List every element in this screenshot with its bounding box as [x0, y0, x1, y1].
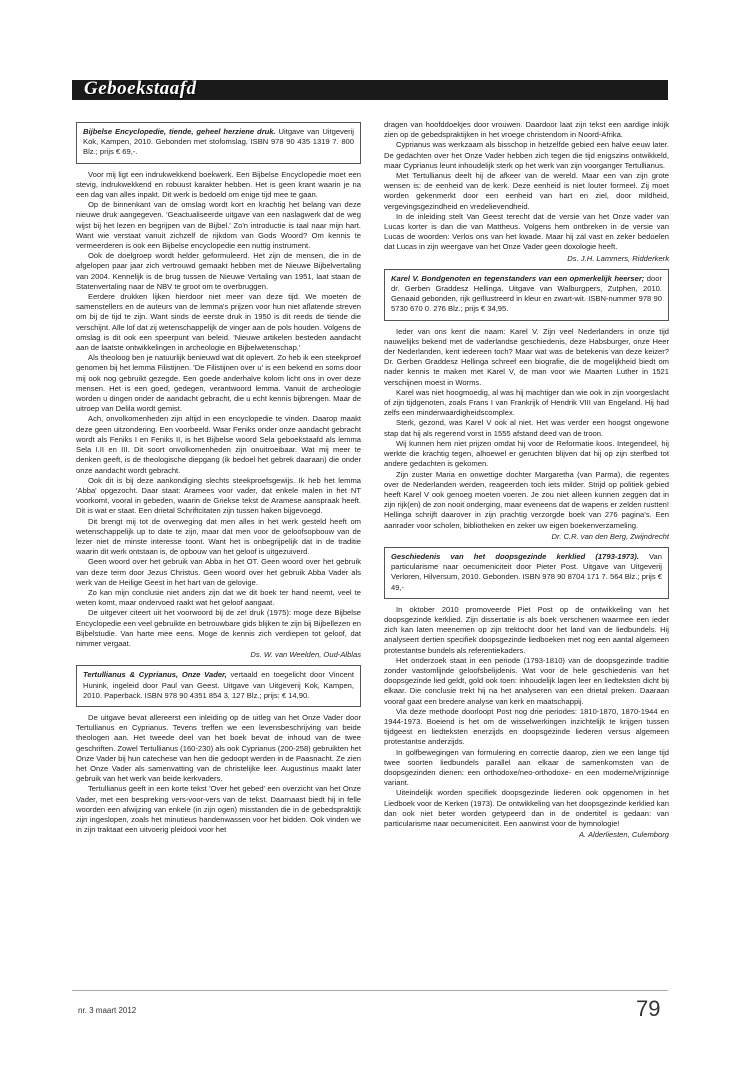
paragraph: Het onderzoek staat in een periode (1793-1810) van de doopsgezinde traditie zonder vastomlijnde geloofsbelijdenis. Wat voor de hele geschiedenis van het doopsgezinde lied geldt, gold ook toen: inhoudelijk lagen leer en liedteksten dicht bij elkaar. Die conclusie trekt hij na het analyseren van een drietal preken. Daaraan vooraf gaat een bredere analyse van kerk en maatschappij.	[384, 655, 669, 706]
book-title: Bijbelse Encyclopedie, tiende, geheel herziene druk.	[83, 127, 276, 136]
paragraph: In oktober 2010 promoveerde Piet Post op de ontwikkeling van het doopsgezinde kerklied. Zijn dissertatie is als boek verschenen waarmee een ieder zich kan laten meenemen op zijn trektocht door het land van de liedbundels. Hij analyseert dertien specifiek doopsgezinde liedboeken met nog een aantal algemeen protestantse bundels als referentiekaders.	[384, 604, 669, 655]
reviewer-signature: Dr. C.R. van den Berg, Zwijndrecht	[551, 531, 669, 541]
book-title: Tertullianus & Cyprianus, Onze Vader,	[83, 670, 227, 680]
review-header-box	[76, 665, 361, 707]
paragraph: In golfbewegingen van formulering en correctie daarop, zien we een lange tijd twee soorten liedbundels parallel aan elkaar de samenkomsten van de doopsgezinden dienen: een orthodoxe/neo-orthodoxe- en een moderne/vrijzinnige variant.	[384, 747, 669, 788]
paragraph: dragen van hoofddoekjes door vrouwen. Daardoor laat zijn tekst een aardige inkijk zien op de gebedspraktijken in het vroege christendom in Noord-Afrika.	[384, 120, 669, 140]
paragraph: Cyprianus was werkzaam als bisschop in hetzelfde gebied een halve eeuw later. De gedachten over het Onze Vader hebben zich tegen die tijd enigszins ontwikkeld, maar Cyprianus leunt inhoudelijk sterk op het werk van zijn voorganger Tertullianus.	[384, 140, 669, 170]
paragraph: Ieder van ons kent die naam: Karel V. Zijn veel Nederlanders in onze tijd nauwelijks bekend met de vaderlandse geschiedenis, deze Habsburger, onze Heer der Nederlanden, kent iedereen toch? Maar wat was de betekenis van deze keizer? Dr. Gerben Graddesz Hellinga schreef een biografie, die de mogelijkheid biedt om nader kennis te maken met Karel V, de man voor wie Maarten Luther in 1521 verschijnen moest in Worms.	[384, 326, 669, 387]
book-title: Geschiedenis van het doopsgezinde kerklied (1793-1973).	[391, 551, 639, 561]
paragraph: De uitgever citeert uit het voorwoord bij de ze! druk (1975): moge deze Bijbelse Encyclopedie een veel gebruikte en betrouwbare gids blijken te zijn bij Bijbellezen en Bijbelstudie. Van harte mee eens. Moge de kennis zich verdiepen tot geloof, dat nimmer vergaat.	[76, 608, 361, 648]
paragraph: Wij kunnen hem niet prijzen omdat hij voor de Reformatie koos. Integendeel, hij werkte die krachtig tegen, alhoewel er geruchten blijven dat hij op zijn sterfbed tot andere gedachten is gekomen.	[384, 438, 669, 469]
paragraph: Als theoloog ben je natuurlijk benieuwd wat dit oplevert. Zo heb ik een steekproef genomen bij het lemma Filistijnen. 'De Filistijnen over u' is een bekend en soms door mij ook nog gebruikt gezegde. Een goede anderhalve kolom licht ons in over deze mensen. Het is een goed, gedegen, verantwoord lemma. Vanuit de archeologie worden u dingen onder de aandacht gebracht, die u echt kennis bijbrengen. Maar de uitroep van Delila wordt gemist.	[76, 353, 361, 414]
paragraph: Met Tertullianus deelt hij de afkeer van de wereld. Maar een van zijn grote wensen is: de eenheid van de kerk. Deze eenheid is niet louter formeel. Zij moet worden gekenmerkt door een eenheid van hart en ziel, door mildheid, vergevingsgezindheid en vredelievendheid.	[384, 171, 669, 211]
paragraph: Ach, onvolkomenheden zijn altijd in een encyclopedie te vinden. Daarop maakt deze geen uitzondering. Een voorbeeld. Waar Feniks onder onze aandacht gebracht wordt als Feniks I en Feniks II, is het Bijbelse woord Sela geboekstaafd als lemma Sela I.II en III. Dit soort onvolkomenheden zijn onuitroeibaar. Wat mij meer te denken geeft, is de theologische diepgang (ik bedoel het gebrek daaraan) die onder onze aandacht wordt gebracht.	[76, 414, 361, 475]
paragraph: In de inleiding stelt Van Geest terecht dat de versie van het Onze vader van Lucas korter is dan die van Mattheus. Volgens hem ontbreken in de versie van Lucas de woorden: Verlos ons van het kwade. Maar hij zal vast en zeker bedoelen dat Lucas in zijn weergave van het Onze Vader geen doxologie heeft.	[384, 211, 669, 252]
book-details: Van particularisme naar oecumeniciteit door Pieter Post. Uitgave van Uitgeverij Verloren, Hilversum, 2010. Gebonden. ISBN 978 90 8704 171 7. 564 Blz.; prijs € 49,-	[391, 551, 662, 592]
paragraph: Zo kan mijn conclusie niet anders zijn dat we dit boek ter hand neemt, veel te weten komt, maar ondervoed raakt wat het geloof aangaat.	[76, 587, 361, 608]
page-number: 79	[636, 996, 661, 1021]
section-title: Geboekstaafd	[84, 78, 197, 99]
paragraph: Eerdere drukken lijken hierdoor niet meer van deze tijd. We moeten de samenstellers en de auteurs van de lemma's prijzen voor hun niet aflatende streven om bij de tijd te zijn. Want sinds de eerste druk in 1950 is dit reeds de tiende die verschijnt. Alle lof dat zij wetenschappelijk de vinger aan de pols houden. Volgens de omslag is dit ook een speerpunt van beleid. 'Nieuwe artikelen besteden aandacht aan de laatste ontwikkelingen in archeologie en Bijbelwetenschap.'	[76, 292, 361, 353]
paragraph: Voor mij ligt een indrukwekkend boekwerk. Een Bijbelse Encyclopedie moet een stevig, indrukwekkend en robuust karakter hebben. Het is geen krant waarin je na een dag van alles inpakt. Dit werk is bedoeld om enige tijd mee te gaan.	[76, 169, 361, 200]
paragraph: Op de binnenkant van de omslag wordt kort en krachtig het belang van deze nieuwe druk aangegeven. 'Geactualiseerde uitgave van een naslagwerk dat de weg wijst bij het lezen en begrijpen van de Bijbel.' Zo'n introductie is taal naar mijn hart. Want wie verstaat vanuit zichzelf de rijkdom van Gods Woord? Om kennis te vermeerderen is ook een Bijbelse encyclopedie een nuttig instrument.	[76, 200, 361, 251]
paragraph: De uitgave bevat allereerst een inleiding op de uitleg van het Onze Vader door Tertullianus en Cyprianus. Tevens treffen we een levensbeschrijving van beide theologen aan. Het tweede deel van het boek bevat de inhoud van de twee geschriften. Zowel Tertullianus (160-230) als ook Cyprianus (200-258) gebruikten het Onze Vader bij hun catechese van hen die gedoopt werden in de Paasnacht. Ze zien het Onze Vader als samenvatting van de christelijke leer. Augustinus maakt later gebruik van het werk van beide kerkvaders.	[76, 712, 361, 784]
paragraph: Ook de doelgroep wordt helder geformuleerd. Het zijn de mensen, die in de afgelopen paar jaar zich vertrouwd gemaakt hebben met de Nieuwe Bijbelvertaling van 2004. Kennelijk is de brug tussen de Nieuwe Vertaling van 1951, laat staan de Statenvertaling naar de NBV te groot om te overbruggen.	[76, 251, 361, 291]
issue-label: nr. 3 maart 2012	[78, 1006, 137, 1015]
paragraph: Tertullianus geeft in een korte tekst 'Over het gebed' een overzicht van het Onze Vader, met een bespreking vers-voor-vers van de tekst. Daarnaast biedt hij in felle woorden een afwijzing van enkele (in zijn ogen) misstanden die in de gebedspraktijk zijn ingeslopen, zoals het minutieus handenwassen voor het bidden. Ook vinden we in zijn traktaat een uitvoerig pleidooi voor het	[76, 784, 361, 835]
reviewer-signature: Ds. W. van Weelden, Oud-Alblas	[250, 650, 361, 660]
book-details: Uitgave van Uitgeverij Kok, Kampen, 2010. Gebonden met stofomslag. ISBN 978 90 435 1319 7. 800 Blz.; prijs € 69,-.	[83, 127, 354, 157]
paragraph: Sterk, gezond, was Karel V ook al niet. Het was verder een hoogst ongewone stap dat hij als regerend vorst in 1555 afstand deed van de troon.	[384, 418, 669, 438]
paragraph: Dit brengt mij tot de overweging dat men alles in het werk gesteld heeft om wetenschappelijk up to date te zijn, maar dat men voor de geloofsopbouw van de lezer niet de minste interesse toont. Want het is onbegrijpelijk dat in de traditie waarin dit werk ontstaan is, de opbouw van het geloof is uitgezuiverd.	[76, 516, 361, 557]
book-details: door dr. Gerben Graddesz Hellinga. Uitgave van Walburgpers, Zutphen, 2010. Genaaid gebonden, rijk geïllustreerd in kleur en zwart-wit. ISBN-nummer 978 90 5730 670 0. 276 Blz.; prijs € 34,95.	[391, 273, 663, 314]
book-title: Karel V. Bondgenoten en tegenstanders van een opmerkelijk heerser;	[391, 273, 645, 283]
book-details: vertaald en toegelicht door Vincent Hunink, ingeleid door Paul van Geest. Uitgave van Uitgeverij Kok, Kampen, 2010. Paperback. ISBN 978 90 4351 854 3. 127 Blz.; prijs: € 14,90.	[83, 670, 354, 700]
reviewer-signature: Ds. J.H. Lammers, Ridderkerk	[567, 253, 669, 263]
review-header-box	[384, 547, 669, 599]
footer-divider	[72, 990, 668, 991]
right-column	[384, 120, 669, 845]
paragraph: Via deze methode doorloopt Post nog drie periodes: 1810-1870, 1870-1944 en 1944-1973. Boeiend is het om de wisselwerkingen inzichtelijk te krijgen tussen tijdgeest en liedteksten enerzijds en doopsgezinde liederen versus algemeen protestantse anderzijds.	[384, 706, 669, 747]
left-column	[76, 120, 361, 835]
paragraph: Uiteindelijk worden specifiek doopsgezinde liederen ook opgenomen in het Liedboek voor de Kerken (1973). De ontwikkeling van het doopsgezinde kerklied kan dan ook niet beter worden getypeerd dan in de ondertitel is gedaan: van particularisme naar oecumeniciteit. Een aanwinst voor de hymnologie!	[384, 788, 669, 828]
paragraph: Karel was niet hoogmoedig, al was hij machtiger dan wie ook in zijn voorgeslacht of zijn tijdgenoten, zoals Frans I van Frankrijk of Hendrik VIII van Engeland. Hij had zelfs een minderwaardigheidscomplex.	[384, 387, 669, 418]
reviewer-signature: A. Alderliesten, Culemborg	[578, 830, 669, 840]
paragraph: Ook dit is bij deze aankondiging slechts steekproefsgewijs. Ik heb het lemma 'Abba' opgezocht. Daar staat: Aramees voor vader, dat enkele malen in het NT voorkomt, vooral in gebeden, waarin de Griekse tekst de Aramese aanspraak heeft. Dit is wat er staat. Een drietal Schriftcitaten zijn tussen haken bijgevoegd.	[76, 475, 361, 516]
review-header-box	[384, 269, 669, 321]
paragraph: Zijn zuster Maria en onwettige dochter Margaretha (van Parma), die regentes over de Nederlanden werden, reageerden toch iets milder. Strijd op politiek gebied heeft Karel V ook genoeg moeten voeren. Je zou niet alleen kunnen zeggen dat in zijn rijk(en) de zon nooit onderging, maar eveneens dat de wapens er zelden rustten! Hellinga schrijft daarover in zijn prachtig verzorgde boek van 276 pagina's. Een aanrader voor scholen, bibliotheken en zeker uw eigen boekenverzameling.	[384, 469, 669, 530]
section-banner	[72, 80, 668, 100]
paragraph: Geen woord over het gebruik van Abba in het OT. Geen woord over het gebruik van deze term door Jezus Christus. Geen woord over het gebruik Abba Vader als werk van de Heilige Geest in het hart van de gelovige.	[76, 557, 361, 587]
review-header-box	[76, 122, 361, 164]
